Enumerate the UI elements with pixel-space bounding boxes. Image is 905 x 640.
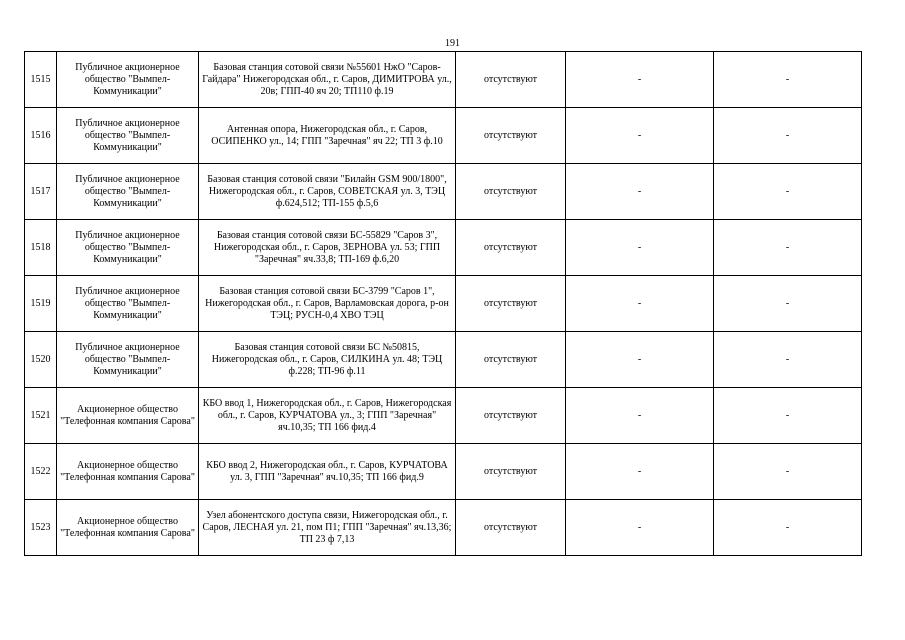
table-row: [25, 220, 862, 276]
owner-cell: Публичное акционерное общество "Вымпел-Коммуникации": [57, 276, 199, 332]
table-row: [25, 52, 862, 108]
row-number-cell: 1515: [25, 52, 57, 108]
column-6-cell: -: [714, 276, 862, 332]
column-5-cell: -: [566, 444, 714, 500]
owner-cell: Публичное акционерное общество "Вымпел-Коммуникации": [57, 52, 199, 108]
table-row: [25, 332, 862, 388]
status-cell: отсутствуют: [456, 444, 566, 500]
owner-cell: Публичное акционерное общество "Вымпел-Коммуникации": [57, 108, 199, 164]
object-description-cell: КБО ввод 2, Нижегородская обл., г. Саров, КУРЧАТОВА ул. 3, ГПП "Заречная" яч.10,35; ТП 166 фид.9: [199, 444, 456, 500]
owner-cell: Акционерное общество "Телефонная компания Сарова": [57, 388, 199, 444]
column-6-cell: -: [714, 220, 862, 276]
column-5-cell: -: [566, 276, 714, 332]
row-number-cell: 1520: [25, 332, 57, 388]
page-number: 191: [445, 38, 460, 49]
column-5-cell: -: [566, 500, 714, 556]
object-description-cell: Базовая станция сотовой связи БС-55829 "Саров 3", Нижегородская обл., г. Саров, ЗЕРНОВА ул. 53; ГПП "Заречная" яч.33,8; ТП-169 ф.6,20: [199, 220, 456, 276]
object-description-cell: Базовая станция сотовой связи БС №50815, Нижегородская обл., г. Саров, СИЛКИНА ул. 48; ТЭЦ ф.228; ТП-96 ф.11: [199, 332, 456, 388]
object-description-cell: Базовая станция сотовой связи БС-3799 "Саров 1", Нижегородская обл., г. Саров, Варламовская дорога, р-он ТЭЦ; РУСН-0,4 ХВО ТЭЦ: [199, 276, 456, 332]
column-5-cell: -: [566, 52, 714, 108]
column-5-cell: -: [566, 332, 714, 388]
row-number-cell: 1523: [25, 500, 57, 556]
status-cell: отсутствуют: [456, 276, 566, 332]
row-number-cell: 1518: [25, 220, 57, 276]
table-row: [25, 276, 862, 332]
status-cell: отсутствуют: [456, 220, 566, 276]
row-number-cell: 1522: [25, 444, 57, 500]
registry-table-body: [25, 52, 862, 556]
column-5-cell: -: [566, 220, 714, 276]
column-6-cell: -: [714, 388, 862, 444]
table-row: [25, 164, 862, 220]
object-description-cell: Базовая станция сотовой связи №55601 НжО "Саров-Гайдара" Нижегородская обл., г. Саров, ДИМИТРОВА ул., 20в; ГПП-40 яч 20; ТП110 ф.19: [199, 52, 456, 108]
column-6-cell: -: [714, 52, 862, 108]
object-description-cell: Антенная опора, Нижегородская обл., г. Саров, ОСИПЕНКО ул., 14; ГПП "Заречная" яч 22; ТП 3 ф.10: [199, 108, 456, 164]
row-number-cell: 1517: [25, 164, 57, 220]
row-number-cell: 1519: [25, 276, 57, 332]
column-5-cell: -: [566, 108, 714, 164]
column-6-cell: -: [714, 164, 862, 220]
row-number-cell: 1516: [25, 108, 57, 164]
status-cell: отсутствуют: [456, 332, 566, 388]
status-cell: отсутствуют: [456, 388, 566, 444]
object-description-cell: Базовая станция сотовой связи "Билайн GSM 900/1800", Нижегородская обл., г. Саров, СОВЕТСКАЯ ул. 3, ТЭЦ ф.624,512; ТП-155 ф.5,6: [199, 164, 456, 220]
owner-cell: Публичное акционерное общество "Вымпел-Коммуникации": [57, 164, 199, 220]
table-row: [25, 444, 862, 500]
status-cell: отсутствуют: [456, 164, 566, 220]
status-cell: отсутствуют: [456, 52, 566, 108]
column-6-cell: -: [714, 108, 862, 164]
object-description-cell: Узел абонентского доступа связи, Нижегородская обл., г. Саров, ЛЕСНАЯ ул. 21, пом П1; ГПП "Заречная" яч.13,36; ТП 23 ф 7,13: [199, 500, 456, 556]
status-cell: отсутствуют: [456, 500, 566, 556]
table-row: [25, 108, 862, 164]
owner-cell: Акционерное общество "Телефонная компания Сарова": [57, 444, 199, 500]
object-description-cell: КБО ввод 1, Нижегородская обл., г. Саров, Нижегородская обл., г. Саров, КУРЧАТОВА ул., 3; ГПП "Заречная" яч.10,35; ТП 166 фид.4: [199, 388, 456, 444]
column-6-cell: -: [714, 332, 862, 388]
table-row: [25, 388, 862, 444]
registry-table: [24, 51, 862, 556]
column-6-cell: -: [714, 500, 862, 556]
column-6-cell: -: [714, 444, 862, 500]
owner-cell: Акционерное общество "Телефонная компания Сарова": [57, 500, 199, 556]
column-5-cell: -: [566, 388, 714, 444]
owner-cell: Публичное акционерное общество "Вымпел-Коммуникации": [57, 220, 199, 276]
owner-cell: Публичное акционерное общество "Вымпел-Коммуникации": [57, 332, 199, 388]
status-cell: отсутствуют: [456, 108, 566, 164]
row-number-cell: 1521: [25, 388, 57, 444]
table-row: [25, 500, 862, 556]
column-5-cell: -: [566, 164, 714, 220]
